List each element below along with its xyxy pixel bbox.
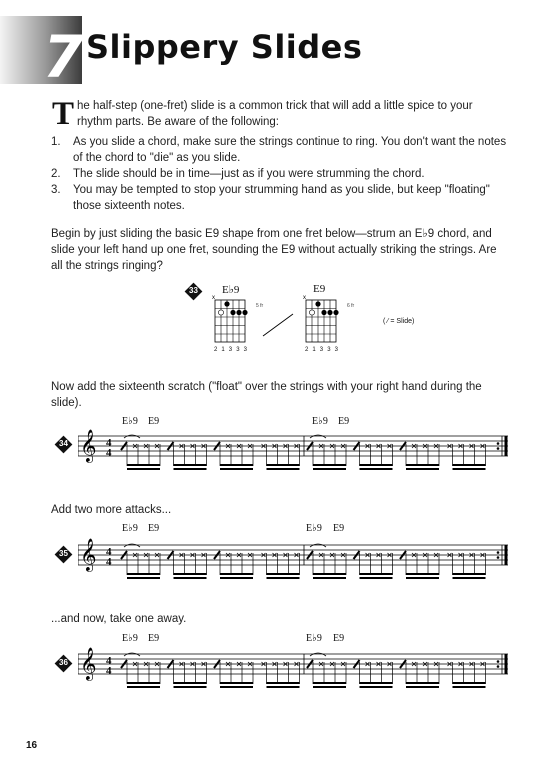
chapter-number-block	[0, 16, 84, 91]
staff-chord: E9	[148, 633, 160, 644]
chapter-number: 7	[43, 23, 84, 91]
slide-slur	[310, 435, 326, 438]
slide-legend: ( ⁄ = Slide)	[383, 318, 415, 325]
para1-line-3: all the strings ringing?	[51, 260, 163, 272]
track-36-badge: 36	[55, 655, 72, 672]
chord-2-fret: 6 fr	[347, 303, 355, 309]
slide-slur	[124, 653, 140, 656]
intro-line-1: he half-step (one-fret) slide is a common trick that will add a little spice to your	[77, 100, 473, 112]
staff-chord: E♭9	[312, 416, 328, 427]
list-item: 2. The slide should be in time—just as if you were strumming the chord.	[51, 168, 425, 180]
time-sig-bottom: 4	[106, 556, 112, 568]
time-sig-top: 4	[106, 655, 112, 667]
chord-2-name: E9	[313, 283, 326, 295]
intro-line-2: rhythm parts. Be aware of the following:	[77, 116, 279, 128]
chord-2-fingering: 2 1 3 3 3	[305, 347, 340, 353]
track-33-badge: 33	[185, 283, 202, 300]
slide-slur	[124, 544, 140, 547]
para2-line-1: Now add the sixteenth scratch ("float" over the strings with your right hand during the	[51, 381, 482, 393]
chord-1-fingering: 2 1 3 3 3	[214, 347, 249, 353]
time-sig-bottom: 4	[106, 447, 112, 459]
para4: ...and now, take one away.	[51, 613, 187, 625]
staff-example-36	[78, 644, 514, 692]
mute-marker: x	[212, 295, 215, 301]
staff-chord: E♭9	[306, 523, 322, 534]
para3: Add two more attacks...	[51, 504, 172, 516]
para1-line-2: slide your left hand up one fret, sounding the E9 without actually striking the strings. Are	[51, 244, 497, 256]
page-number: 16	[26, 740, 38, 751]
chapter-title: Slippery Slides	[86, 28, 363, 66]
slide-slur	[310, 653, 326, 656]
track-35-badge: 35	[55, 546, 72, 563]
staff-chord: E9	[148, 416, 160, 427]
staff-chord: E♭9	[306, 633, 322, 644]
chord-1-grid	[212, 295, 248, 342]
staff-chord: E9	[333, 523, 345, 534]
chord-2-grid	[303, 295, 339, 342]
slide-slur	[310, 544, 326, 547]
treble-clef-icon: 𝄞	[80, 429, 97, 462]
track-34-badge: 34	[55, 436, 72, 453]
chord-1-fret: 5 fr	[256, 303, 264, 309]
time-sig-top: 4	[106, 437, 112, 449]
chord-1-name: E♭9	[222, 284, 240, 296]
time-sig-top: 4	[106, 546, 112, 558]
list-item: 1. As you slide a chord, make sure the strings continue to ring. You don't want the notes of the chord to "die" as you slide.	[51, 136, 507, 164]
staff-chord: E9	[148, 523, 160, 534]
staff-chord: E♭9	[122, 523, 138, 534]
para1-line-1: Begin by just sliding the basic E9 shape from one fret below—strum an E♭9 chord, and	[51, 228, 492, 240]
mute-marker: x	[303, 295, 306, 301]
staff-chord: E♭9	[122, 633, 138, 644]
treble-clef-icon: 𝄞	[80, 647, 97, 680]
slide-slur	[124, 435, 140, 438]
time-sig-bottom: 4	[106, 665, 112, 677]
staff-example-35	[78, 535, 514, 583]
list-item: 3. You may be tempted to stop your strumming hand as you slide, but keep "floating" those sixteenth notes.	[51, 184, 490, 212]
para2-line-2: slide).	[51, 397, 82, 409]
staff-chord: E9	[338, 416, 350, 427]
drop-cap: T	[52, 96, 75, 132]
staff-chord: E9	[333, 633, 345, 644]
staff-chord: E♭9	[122, 416, 138, 427]
staff-example-34	[78, 426, 514, 474]
slide-mark	[263, 314, 293, 336]
tips-list	[51, 134, 511, 214]
treble-clef-icon: 𝄞	[80, 538, 97, 571]
